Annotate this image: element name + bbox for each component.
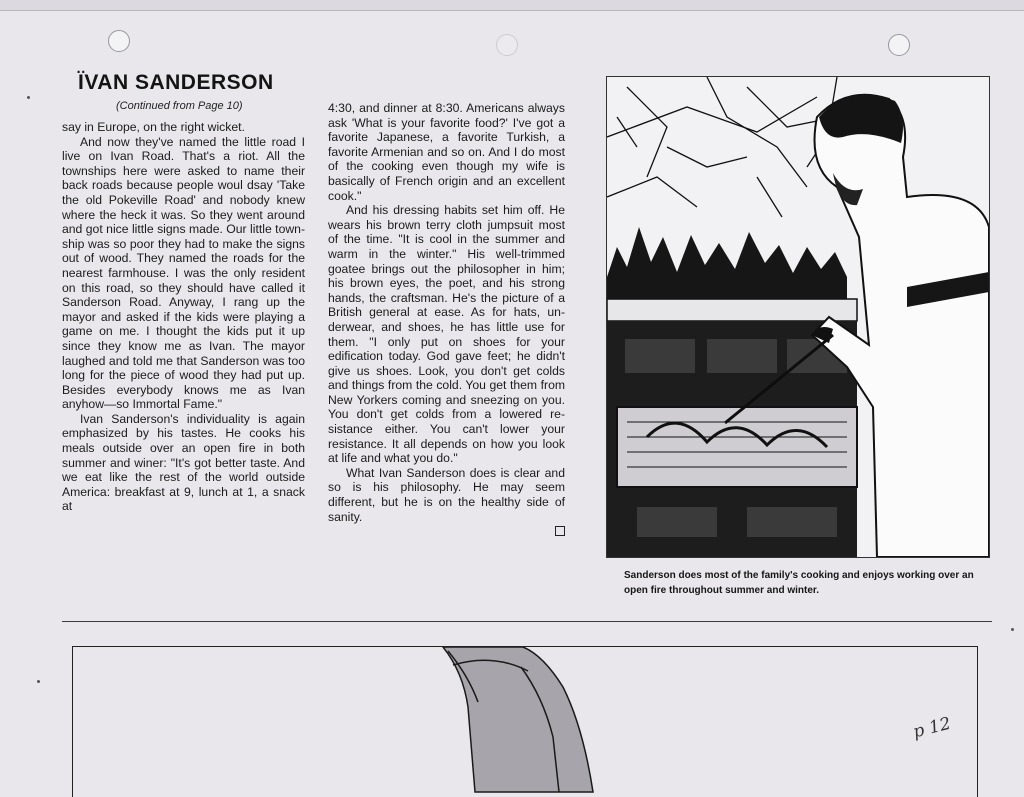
speck [1011,628,1014,631]
end-mark-row [328,524,565,539]
page-top-edge [0,0,1024,11]
article-column-1 [62,120,305,514]
next-article-frame [72,646,978,797]
paragraph: say in Europe, on the right wicket. [62,120,245,134]
photo-caption: Sanderson does most of the family's cooking and enjoys working over an open fire throughout summer and winter. [624,570,974,596]
paragraph: And now they've named the little road I live on Ivan Road. That's a riot. All the townships here were asked to name their back roads because people woul dsay 'Take the old Pokeville Road' and nobody knew where the heck it was. So they went around and got nice little signs made. Our little township was so poor they had to make the signs out of wood. They named the roads for the nearest farmhouse. I was the only resident on this road, so they should have called it Sanderson Road. Anyway, I rang up the mayor and asked if the kids were playing a game on me. I thought the kids put it up since they know me as Ivan. The mayor laughed and told me that Sanderson was too long for the piece of wood they had put up. Besides everybody knows me as Ivan anyhow—so Immortal Fame." [62,134,305,412]
partial-illustration [73,647,977,797]
end-of-article-mark [555,526,565,536]
photo-man-cooking-over-fire [607,77,989,557]
paragraph: What Ivan Sanderson does is clear and so is his philosophy. He may seem different, but he is on the healthy side of sanity. [328,465,565,524]
paragraph: 4:30, and dinner at 8:30. Americans always ask 'What is your favorite food?' I've got a favorite Japanese, a favorite Turkish, a favorite Armenian and so on. And I do most of the cooking even though my wife is basically of French origin and an excellent cook." [328,101,565,203]
continued-note: (Continued from Page 10) [116,100,243,112]
grill [617,407,857,487]
punch-hole-center [496,34,518,56]
wall-top [607,299,857,321]
handwritten-page-note: p 12 [911,713,953,743]
paragraph: And his dressing habits set him off. He wears his brown terry cloth jumpsuit most of the time. "It is cool in the summer and warm in the winter." His well-trimmed goatee brings out the philosopher in him; his brown eyes, the poet, and his strong hands, the craftsman. He's the picture of a British general at ease. As for hats, underwear, and shoes, he has little use for them. "I only put on shoes for your edification today. God gave feet; he didn't give us shoes. Look, you don't get colds and things from the cold. You get them from New Yorkers coming and sneezing on you. You don't get colds from a lowered resistance either. You can't lower your resistance. It all depends on how you look at life and what you do." [328,203,565,466]
punch-hole-right [888,34,910,56]
paragraph: Ivan Sanderson's individuality is again emphasized by his tastes. He cooks his meals outside over an open fire in both summer and winer: "It's got better taste. And we eat like the rest of the world outside America: breakfast at 9, lunch at 1, a snack at [62,411,305,514]
section-divider [62,621,992,622]
article-headline: ÏVAN SANDERSON [78,71,274,94]
article-column-2 [328,101,565,539]
speck [37,680,40,683]
article-photo [606,76,990,558]
speck [27,96,30,99]
punch-hole-left [108,30,130,52]
